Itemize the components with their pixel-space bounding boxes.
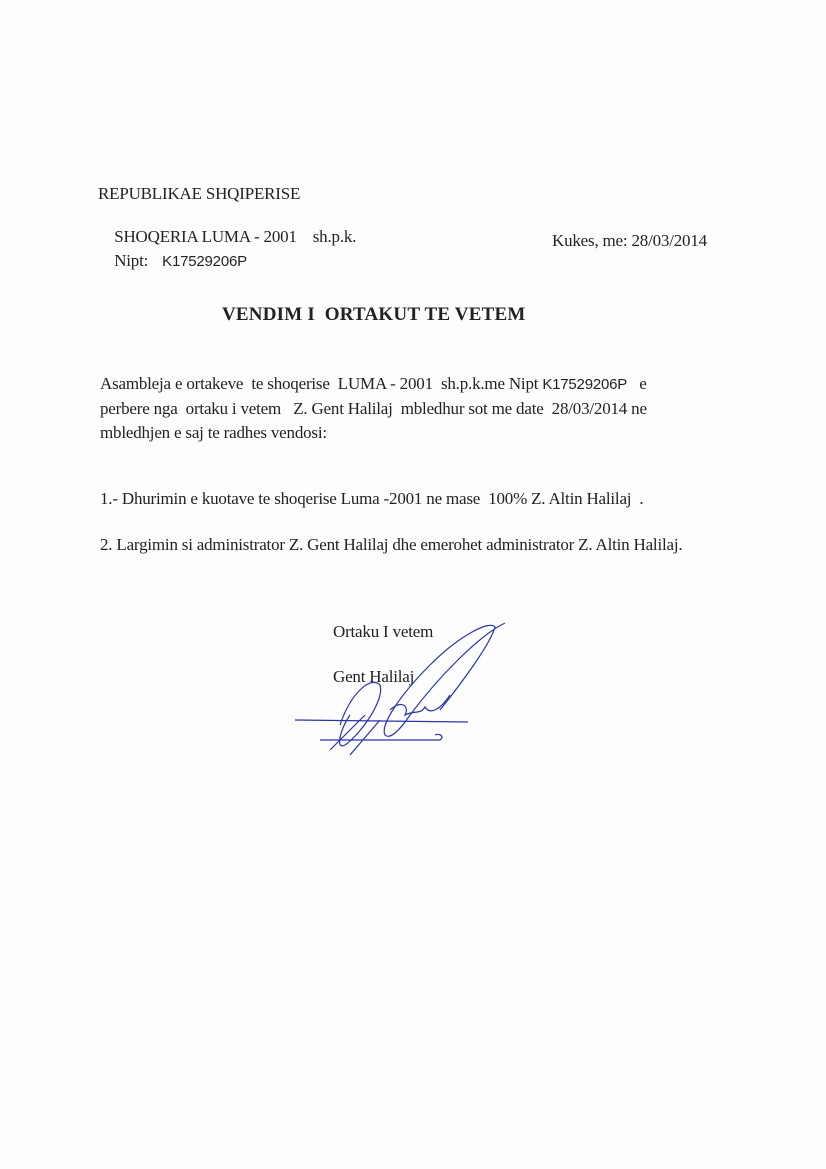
company-type: sh.p.k. — [312, 227, 357, 246]
body-line-2: perbere nga ortaku i vetem Z. Gent Halilaj mbledhur sot me date 28/03/2014 ne — [100, 399, 647, 418]
nipt-value: K17529206P — [162, 253, 247, 270]
company-name: SHOQERIA LUMA - 2001 — [114, 227, 297, 246]
body-nipt: K17529206P — [542, 376, 628, 393]
header-nipt — [98, 231, 247, 292]
handwritten-signature — [290, 615, 520, 765]
place-date: Kukes, me: 28/03/2014 — [552, 231, 707, 250]
body-line-3: mbledhjen e saj te radhes vendosi: — [100, 423, 327, 442]
signatory-name: Gent Halilaj — [333, 667, 415, 686]
document-title: VENDIM I ORTAKUT TE VETEM — [222, 304, 526, 325]
decision-1: 1.- Dhurimin e kuotave te shoqerise Luma -2001 ne mase 100% Z. Altin Halilaj . — [100, 489, 644, 508]
body-text: e — [627, 374, 647, 393]
header-republic: REPUBLIKAE SHQIPERISE — [98, 184, 301, 203]
nipt-label: Nipt: — [114, 251, 149, 270]
signatory-role: Ortaku I vetem — [333, 622, 434, 641]
decision-2: 2. Largimin si administrator Z. Gent Halilaj dhe emerohet administrator Z. Altin Halilaj. — [100, 535, 683, 554]
body-text: Asambleja e ortakeve te shoqerise LUMA - 2001 sh.p.k.me Nipt — [100, 374, 543, 393]
body-line-1 — [100, 374, 647, 395]
